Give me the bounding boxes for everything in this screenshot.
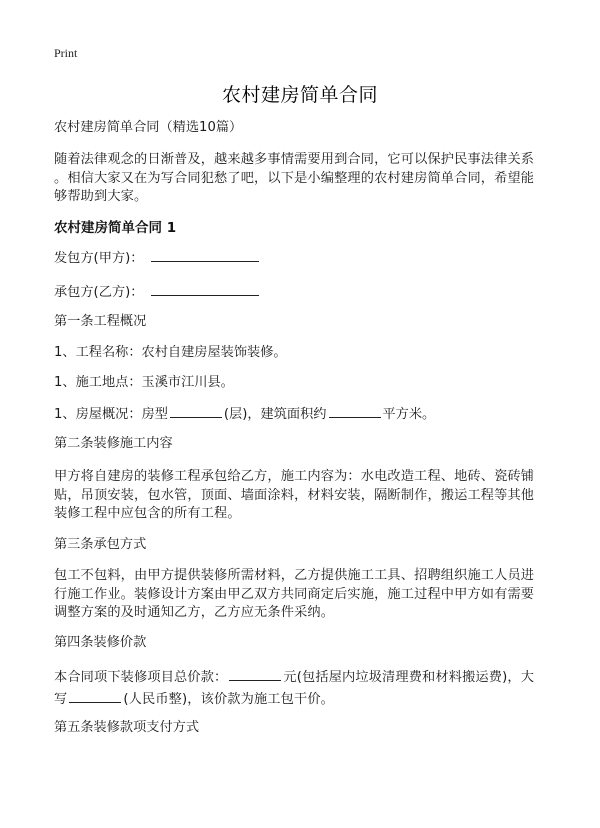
party-b-line — [54, 281, 261, 304]
article3-line: 包工不包料，由甲方提供装修所需材料，乙方提供施工工具、招聘组织施工人员进 — [54, 568, 535, 583]
price-blank — [229, 666, 281, 681]
intro-line: 随着法律观念的日渐普及，越来越多事情需要用到合同，它可以保护民事法律关系 — [54, 152, 535, 167]
article3-line: 调整方案的及时通知乙方，乙方应无条件采纳。 — [54, 605, 335, 620]
intro-line: 够帮助到大家。 — [54, 189, 148, 204]
party-a-label: 发包方(甲方)： — [54, 251, 144, 266]
article4-line — [54, 688, 554, 710]
price-prefix: 本合同项下装修项目总价款： — [54, 670, 228, 685]
document-subtitle: 农村建房简单合同（精选10篇） — [54, 120, 243, 135]
article4-heading: 第四条装修价款 — [54, 635, 147, 650]
print-link[interactable]: Print — [54, 46, 78, 60]
area-blank — [329, 403, 381, 418]
intro-paragraph — [54, 151, 554, 207]
article4-line — [54, 666, 554, 688]
overview-suffix: 平方米。 — [382, 407, 436, 422]
floors-blank — [170, 403, 222, 418]
article2-body — [54, 468, 554, 524]
article2-line: 装修工程中应包含的所有工程。 — [54, 506, 241, 521]
party-a-blank — [151, 247, 259, 262]
article1-heading: 第一条工程概况 — [54, 314, 147, 329]
article1-item-location: 1、施工地点：玉溪市江川县。 — [54, 375, 234, 390]
article2-line: 贴，吊顶安装，包水管，顶面、墙面涂料，材料安装，隔断制作，搬运工程等其他 — [54, 487, 535, 503]
article3-body — [54, 567, 554, 623]
article1-item-overview — [54, 403, 435, 426]
article3-line: 行施工作业。装修设计方案由甲乙双方共同商定后实施，施工过程中甲方如有需要 — [54, 586, 535, 602]
contract-heading: 农村建房简单合同 1 — [54, 220, 177, 236]
capital-prefix: 写 — [54, 691, 68, 707]
article3-heading: 第三条承包方式 — [54, 537, 147, 552]
article2-line: 甲方将自建房的装修工程承包给乙方，施工内容为：水电改造工程、地砖、瓷砖铺 — [54, 469, 535, 484]
capital-blank — [69, 688, 121, 703]
article4-body — [54, 666, 554, 709]
capital-suffix: (人民币整)，该价款为施工包干价。 — [123, 691, 334, 707]
party-b-label: 承包方(乙方)： — [54, 285, 144, 300]
price-suffix: 元(包括屋内垃圾清理费和材料搬运费)，大 — [283, 670, 535, 685]
document-title: 农村建房简单合同 — [221, 84, 378, 106]
overview-mid: (层)，建筑面积约 — [223, 407, 327, 422]
overview-prefix: 1、房屋概况：房型 — [54, 407, 168, 422]
article2-heading: 第二条装修施工内容 — [54, 436, 173, 451]
party-a-line — [54, 247, 261, 270]
article1-item-name: 1、工程名称：农村自建房屋装饰装修。 — [54, 345, 287, 360]
party-b-blank — [151, 281, 259, 296]
intro-line: 。相信大家又在为写合同犯愁了吧，以下是小编整理的农村建房简单合同，希望能 — [54, 170, 535, 186]
article5-heading: 第五条装修款项支付方式 — [54, 720, 200, 735]
